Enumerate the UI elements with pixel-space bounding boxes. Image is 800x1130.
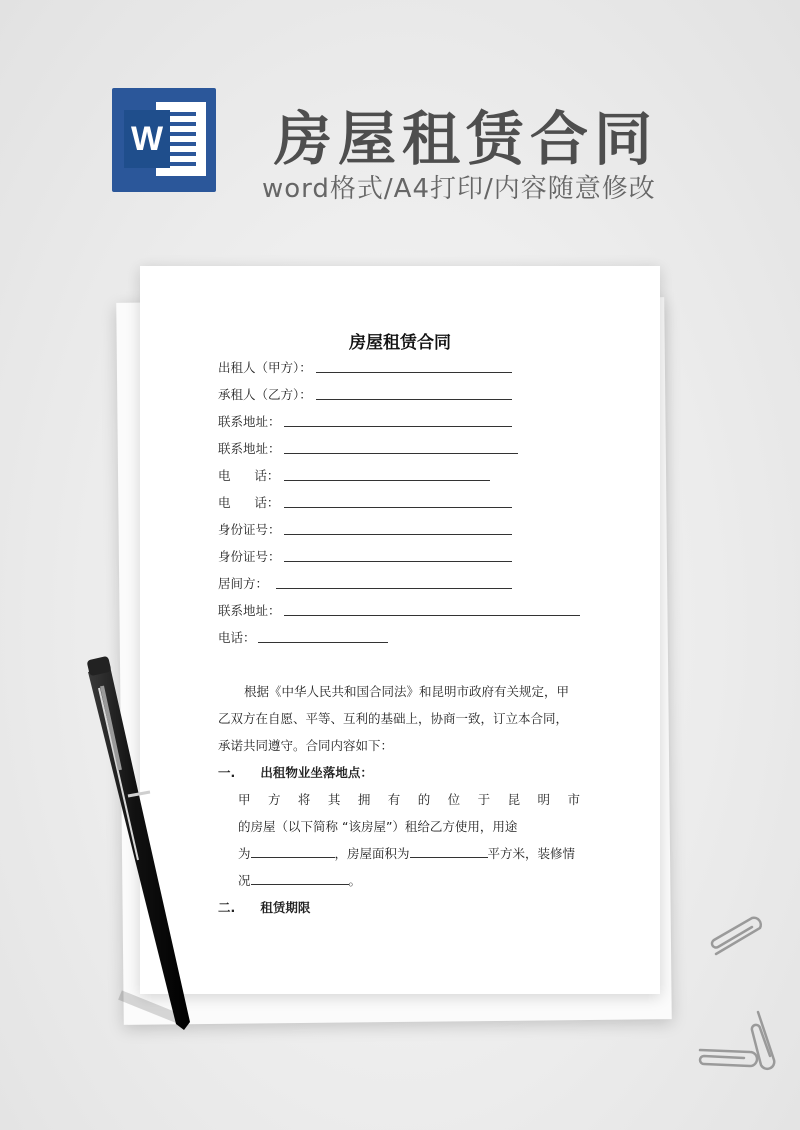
section-title: 出租物业坐落地点： [260, 765, 373, 780]
fill-line[interactable] [284, 507, 512, 508]
char: 于 [477, 792, 491, 807]
section-number: 二. [218, 900, 236, 915]
field-intermediary [218, 574, 268, 592]
fill-line[interactable] [284, 453, 518, 454]
field-address-3 [218, 601, 281, 619]
section-number: 一. [218, 765, 236, 780]
char: 明 [537, 792, 551, 807]
fill-line[interactable] [284, 561, 512, 562]
char: 甲 [238, 792, 251, 807]
field-label: 联系地址： [218, 603, 281, 618]
field-label: 出租人（甲方）： [218, 360, 312, 375]
field-label: 居间方： [218, 576, 269, 591]
field-label: 承租人（乙方）： [218, 387, 312, 402]
section-1-heading [218, 763, 373, 781]
fill-line[interactable] [251, 845, 335, 858]
char: 市 [567, 792, 580, 807]
fill-line[interactable] [316, 399, 512, 400]
char: 有 [387, 792, 401, 807]
field-label: 联系地址： [218, 441, 281, 456]
hero-subtitle: word格式/A4打印/内容随意修改 [262, 174, 656, 204]
field-label: 联系地址： [218, 414, 281, 429]
field-label: 身份证号： [218, 549, 281, 564]
logo-letter: W [124, 110, 170, 168]
document-title: 房屋租赁合同 [349, 333, 451, 353]
field-lessee [218, 385, 312, 403]
char: 昆 [507, 792, 521, 807]
fill-line[interactable] [284, 426, 512, 427]
section-1-line-1 [238, 790, 580, 808]
text-segment: 况 [238, 873, 251, 888]
field-id-1 [218, 520, 281, 538]
char: 的 [417, 792, 431, 807]
field-phone-1 [218, 466, 279, 484]
section-title: 租赁期限 [260, 900, 311, 915]
text-segment: 为 [238, 846, 251, 861]
field-label: 电 话： [218, 468, 280, 483]
fill-line[interactable] [251, 872, 349, 885]
fill-line[interactable] [410, 845, 488, 858]
fill-line[interactable] [316, 372, 512, 373]
word-icon [112, 88, 216, 192]
paper-clip-icon [748, 1008, 784, 1072]
hero-title: 房屋租赁合同 [274, 105, 659, 173]
intro-line-1: 根据《中华人民共和国合同法》和昆明市政府有关规定，甲 [244, 684, 570, 699]
field-lessor [218, 358, 312, 376]
fill-line[interactable] [284, 615, 580, 616]
text-segment: 平方米，装修情 [487, 846, 576, 861]
char: 位 [447, 792, 461, 807]
section-1-line-2: 的房屋（以下简称 “该房屋”）租给乙方使用，用途 [238, 819, 518, 834]
fill-line[interactable] [284, 480, 490, 481]
char: 将 [297, 792, 311, 807]
fill-line[interactable] [284, 534, 512, 535]
field-phone-2 [218, 493, 279, 511]
field-address-1 [218, 412, 281, 430]
fill-line[interactable] [276, 588, 512, 589]
field-id-2 [218, 547, 281, 565]
field-label: 电 话： [218, 495, 280, 510]
text-segment: ，房屋面积为 [334, 846, 410, 861]
field-label: 身份证号： [218, 522, 281, 537]
section-2-heading [218, 898, 310, 916]
intro-line-2: 乙双方在自愿、平等、互利的基础上，协商一致，订立本合同， [218, 711, 569, 726]
paper-clip-icon [706, 914, 772, 964]
text-segment: 。 [348, 873, 362, 888]
field-label: 电话： [218, 630, 256, 645]
document-page [140, 266, 660, 994]
char: 其 [327, 792, 341, 807]
char: 拥 [357, 792, 371, 807]
intro-line-3: 承诺共同遵守。合同内容如下： [218, 738, 394, 753]
field-phone-3 [218, 628, 256, 646]
fill-line[interactable] [258, 642, 388, 643]
section-1-line-3 [238, 844, 575, 862]
char: 方 [267, 792, 281, 807]
section-1-line-4 [238, 871, 361, 889]
field-address-2 [218, 439, 281, 457]
